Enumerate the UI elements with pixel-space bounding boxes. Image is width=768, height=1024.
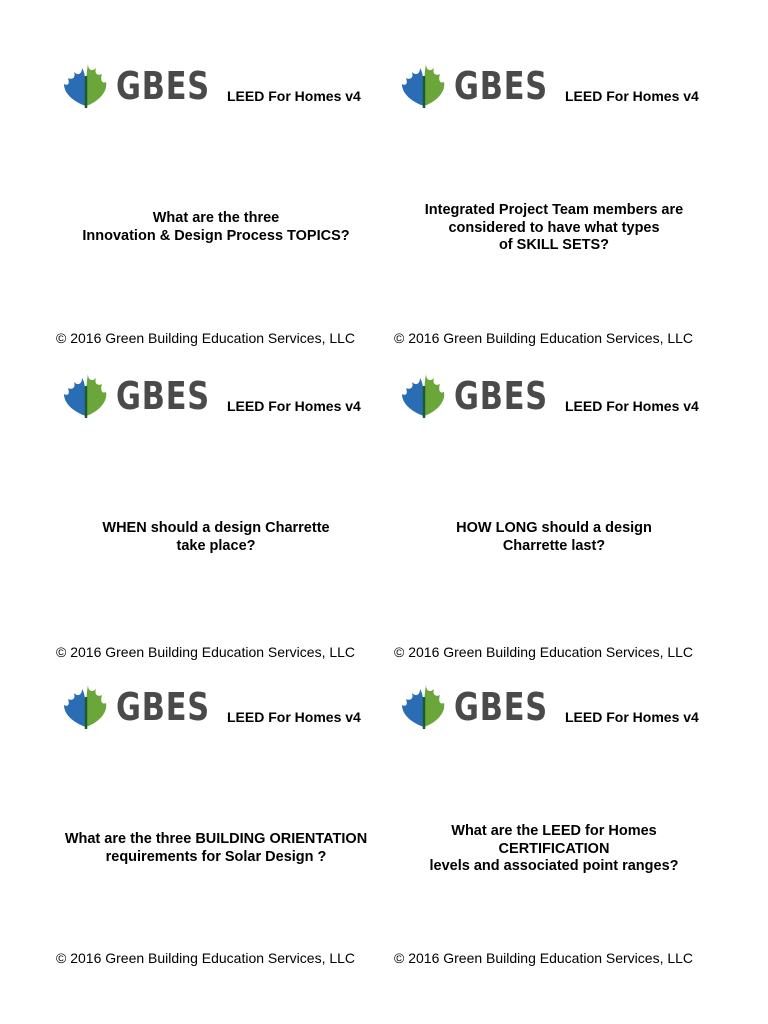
oak-leaf-icon [398,62,450,110]
gbes-logo [398,372,548,420]
card-footer: © 2016 Green Building Education Services, LLC [394,330,694,346]
logo-text: GBES [454,685,548,729]
question-line: Integrated Project Team members are [424,202,684,218]
card-header: LEED For Homes v4 [227,88,361,104]
question-line: HOW LONG should a design [456,520,652,536]
card-question [394,823,714,876]
card-footer: © 2016 Green Building Education Services, LLC [394,950,694,966]
oak-leaf-icon [60,62,112,110]
question-line: What are the three [152,210,280,226]
card-question [56,210,376,245]
question-line: CERTIFICATION [498,840,610,857]
question-line: levels and associated point ranges? [429,858,679,874]
question-line: considered to have what types [448,219,660,236]
oak-leaf-icon [398,372,450,420]
gbes-logo [60,62,210,110]
gbes-logo [60,372,210,420]
card-question [394,202,714,255]
card-header: LEED For Homes v4 [565,398,699,414]
flashcard [56,372,396,682]
card-header: LEED For Homes v4 [565,88,699,104]
gbes-logo [398,683,548,731]
card-footer: © 2016 Green Building Education Services, LLC [56,330,356,346]
question-line: requirements for Solar Design ? [105,848,327,865]
question-line: of SKILL SETS? [498,237,610,253]
question-line: Charrette last? [502,537,606,554]
question-line: What are the LEED for Homes [451,823,657,839]
question-line: take place? [176,537,256,554]
card-footer: © 2016 Green Building Education Services, LLC [394,644,694,660]
card-footer: © 2016 Green Building Education Services, LLC [56,950,356,966]
card-header: LEED For Homes v4 [565,709,699,725]
flashcard [394,372,734,682]
logo-text: GBES [454,64,548,108]
flashcard [56,62,396,372]
logo-text: GBES [116,685,210,729]
question-line: What are the three BUILDING ORIENTATION [64,831,368,847]
card-header: LEED For Homes v4 [227,398,361,414]
logo-text: GBES [454,374,548,418]
question-line: WHEN should a design Charrette [102,520,330,536]
oak-leaf-icon [60,372,112,420]
logo-text: GBES [116,374,210,418]
card-header: LEED For Homes v4 [227,709,361,725]
flashcard [56,683,396,993]
flashcard [394,62,734,372]
card-question [56,831,376,866]
logo-text: GBES [116,64,210,108]
oak-leaf-icon [398,683,450,731]
card-question [56,520,376,555]
gbes-logo [398,62,548,110]
oak-leaf-icon [60,683,112,731]
card-footer: © 2016 Green Building Education Services, LLC [56,644,356,660]
flashcard [394,683,734,993]
card-question [394,520,714,555]
gbes-logo [60,683,210,731]
question-line: Innovation & Design Process TOPICS? [82,227,350,244]
